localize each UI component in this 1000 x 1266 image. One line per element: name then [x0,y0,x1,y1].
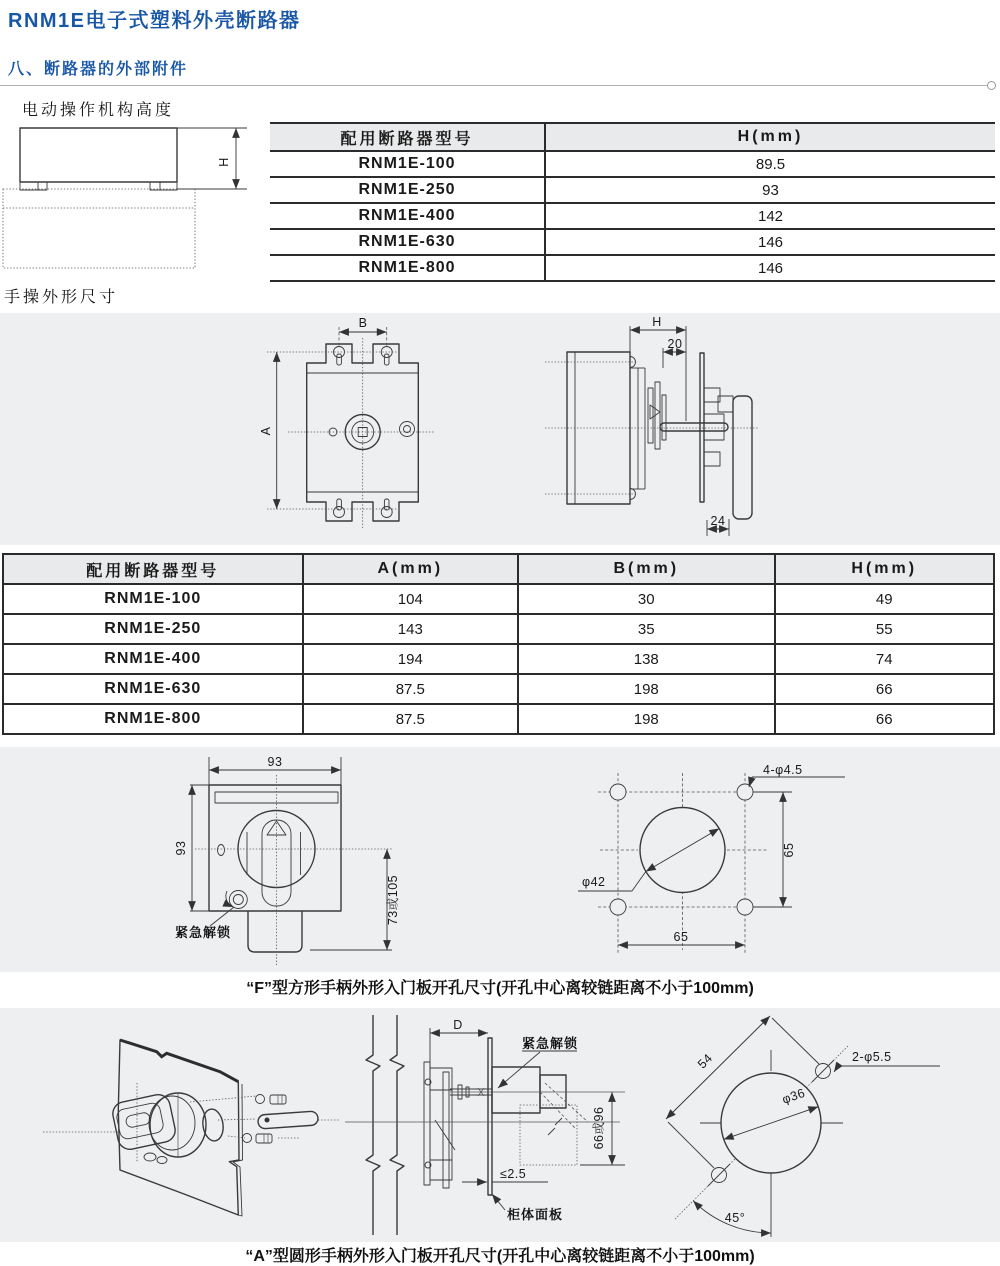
f-type-caption: “F”型方形手柄外形入门板开孔尺寸(开孔中心离较链距离不小于100mm) [246,980,754,997]
cabinet-panel [488,1038,492,1195]
table-cell: 146 [545,255,995,281]
dim-label-93-top: 93 [267,755,283,769]
col-header-a: A(mm) [303,554,518,584]
dim-93-left [174,785,211,911]
dim-label-66-96: 66或96 [592,1106,606,1150]
dim-label-65-v: 65 [782,842,796,858]
cabinet-panel-callout [492,1194,563,1222]
table-cell: 66 [775,674,994,704]
table-cell: 138 [518,644,775,674]
page-title: RNM1E电子式塑料外壳断路器 [8,10,301,32]
dim-label-93-left: 93 [174,840,188,856]
holes-label: 4-φ4.5 [763,763,803,777]
table-row [270,255,995,281]
table-cell: 194 [303,644,518,674]
table-cell: 87.5 [303,704,518,734]
f-drill-template-drawing [560,745,860,970]
a-handle-exploded-drawing [20,1010,350,1240]
table-cell: RNM1E-100 [3,584,303,614]
dim-73-105 [310,849,400,950]
col-header-h: H(mm) [545,123,995,151]
table-cell: RNM1E-400 [270,203,545,229]
dim-label-b: B [358,316,368,330]
col-header-model: 配用断路器型号 [270,123,545,151]
dim-65-right [782,792,796,907]
table-cell: 30 [518,584,775,614]
emergency-unlock [175,891,247,941]
table-cell: RNM1E-800 [270,255,545,281]
dim-le-2-5 [462,1167,548,1182]
dim-label-phi36: φ36 [780,1085,808,1107]
table-cell: 89.5 [545,151,995,177]
table-cell: 104 [303,584,518,614]
dim-label-h: H [217,157,231,167]
table-cell: 49 [775,584,994,614]
table-cell: 66 [775,704,994,734]
cabinet-panel-label: 柜体面板 [507,1207,564,1222]
door-panel [700,353,704,502]
dim-93-top [209,755,341,787]
angle-label-45: 45° [724,1211,746,1225]
col-header-model: 配用断路器型号 [3,554,303,584]
dim-label-24: 24 [710,514,726,528]
table-row [3,614,994,644]
h-dimension [177,128,247,189]
dim-label-54: 54 [694,1050,716,1072]
divider-end-dot-icon [987,81,996,90]
dim-65-bottom [618,930,745,945]
table-cell: 55 [775,614,994,644]
section-divider [0,85,987,86]
manual-drawings-panel [0,313,1000,545]
dim-label-73-105: 73或105 [386,874,400,926]
side-view-drawing [545,315,790,550]
table-row [3,584,994,614]
f-handle-front-drawing [130,745,420,970]
dim-label-phi42: φ42 [582,875,606,889]
dim-label-le25: ≤2.5 [500,1167,527,1181]
table-cell: 93 [545,177,995,203]
breaker-mechanism [424,1062,492,1188]
a-type-caption: “A”型圆形手柄外形入门板开孔尺寸(开孔中心离较链距离不小于100mm) [245,1248,755,1265]
table-cell: RNM1E-630 [270,229,545,255]
manual-dims-label: 手操外形尺寸 [4,289,119,306]
table-row [270,229,995,255]
col-header-h: H(mm) [775,554,994,584]
table-cell: RNM1E-250 [3,614,303,644]
fasteners-and-lever [190,1095,340,1144]
dim-label-20: 20 [667,337,683,351]
d-dimension [430,1018,488,1075]
holes-callout [749,763,845,787]
table-cell: 87.5 [303,674,518,704]
holes-callout [834,1050,940,1072]
table-cell: 146 [545,229,995,255]
table-row [270,151,995,177]
motor-height-label: 电动操作机构高度 [22,102,175,119]
section-heading: 八、断路器的外部附件 [8,61,189,78]
table-row [270,177,995,203]
table-cell: RNM1E-800 [3,704,303,734]
dim-label-a: A [259,426,273,436]
dim-label-65-h: 65 [673,930,689,944]
table-cell: 198 [518,704,775,734]
dim-20 [663,337,686,368]
handle-side [704,388,752,519]
mounting-wall [366,1015,404,1235]
round-handle-section [492,1067,588,1165]
mechanism-outline [20,128,177,190]
a-handle-section-drawing [340,1010,670,1240]
holes-label: 2-φ5.5 [852,1050,892,1064]
front-view-drawing [250,315,450,545]
emergency-unlock-label: 紧急解锁 [175,925,232,940]
a-drill-template-drawing [650,1000,1000,1250]
dim-66-96 [580,1092,625,1165]
breaker-dotted-outline [3,189,195,268]
table-header-row [270,123,995,151]
angle-45 [693,1201,771,1233]
table-cell: 35 [518,614,775,644]
emergency-unlock-label: 紧急解锁 [522,1036,579,1051]
center-lines [345,1092,625,1122]
table-cell: RNM1E-630 [3,674,303,704]
table-cell: 143 [303,614,518,644]
dim-label-d: D [453,1018,463,1032]
table-row [3,674,994,704]
dim-24 [707,514,729,536]
table-row [3,644,994,674]
table-header-row [3,554,994,584]
motor-height-table [270,122,995,282]
table-cell: RNM1E-100 [270,151,545,177]
table-row [3,704,994,734]
dim-label-h: H [652,315,662,329]
table-cell: 74 [775,644,994,674]
round-handle-assembly [43,1083,206,1164]
motor-mechanism-drawing [0,120,260,292]
table-cell: RNM1E-400 [3,644,303,674]
table-cell: 198 [518,674,775,704]
center-lines [545,362,758,494]
table-row [270,203,995,229]
coupling-mechanism [648,382,728,449]
table-cell: RNM1E-250 [270,177,545,203]
manual-dims-table [2,553,995,735]
a-dimension [259,352,398,509]
drill-holes [610,784,753,915]
col-header-b: B(mm) [518,554,775,584]
table-cell: 142 [545,203,995,229]
